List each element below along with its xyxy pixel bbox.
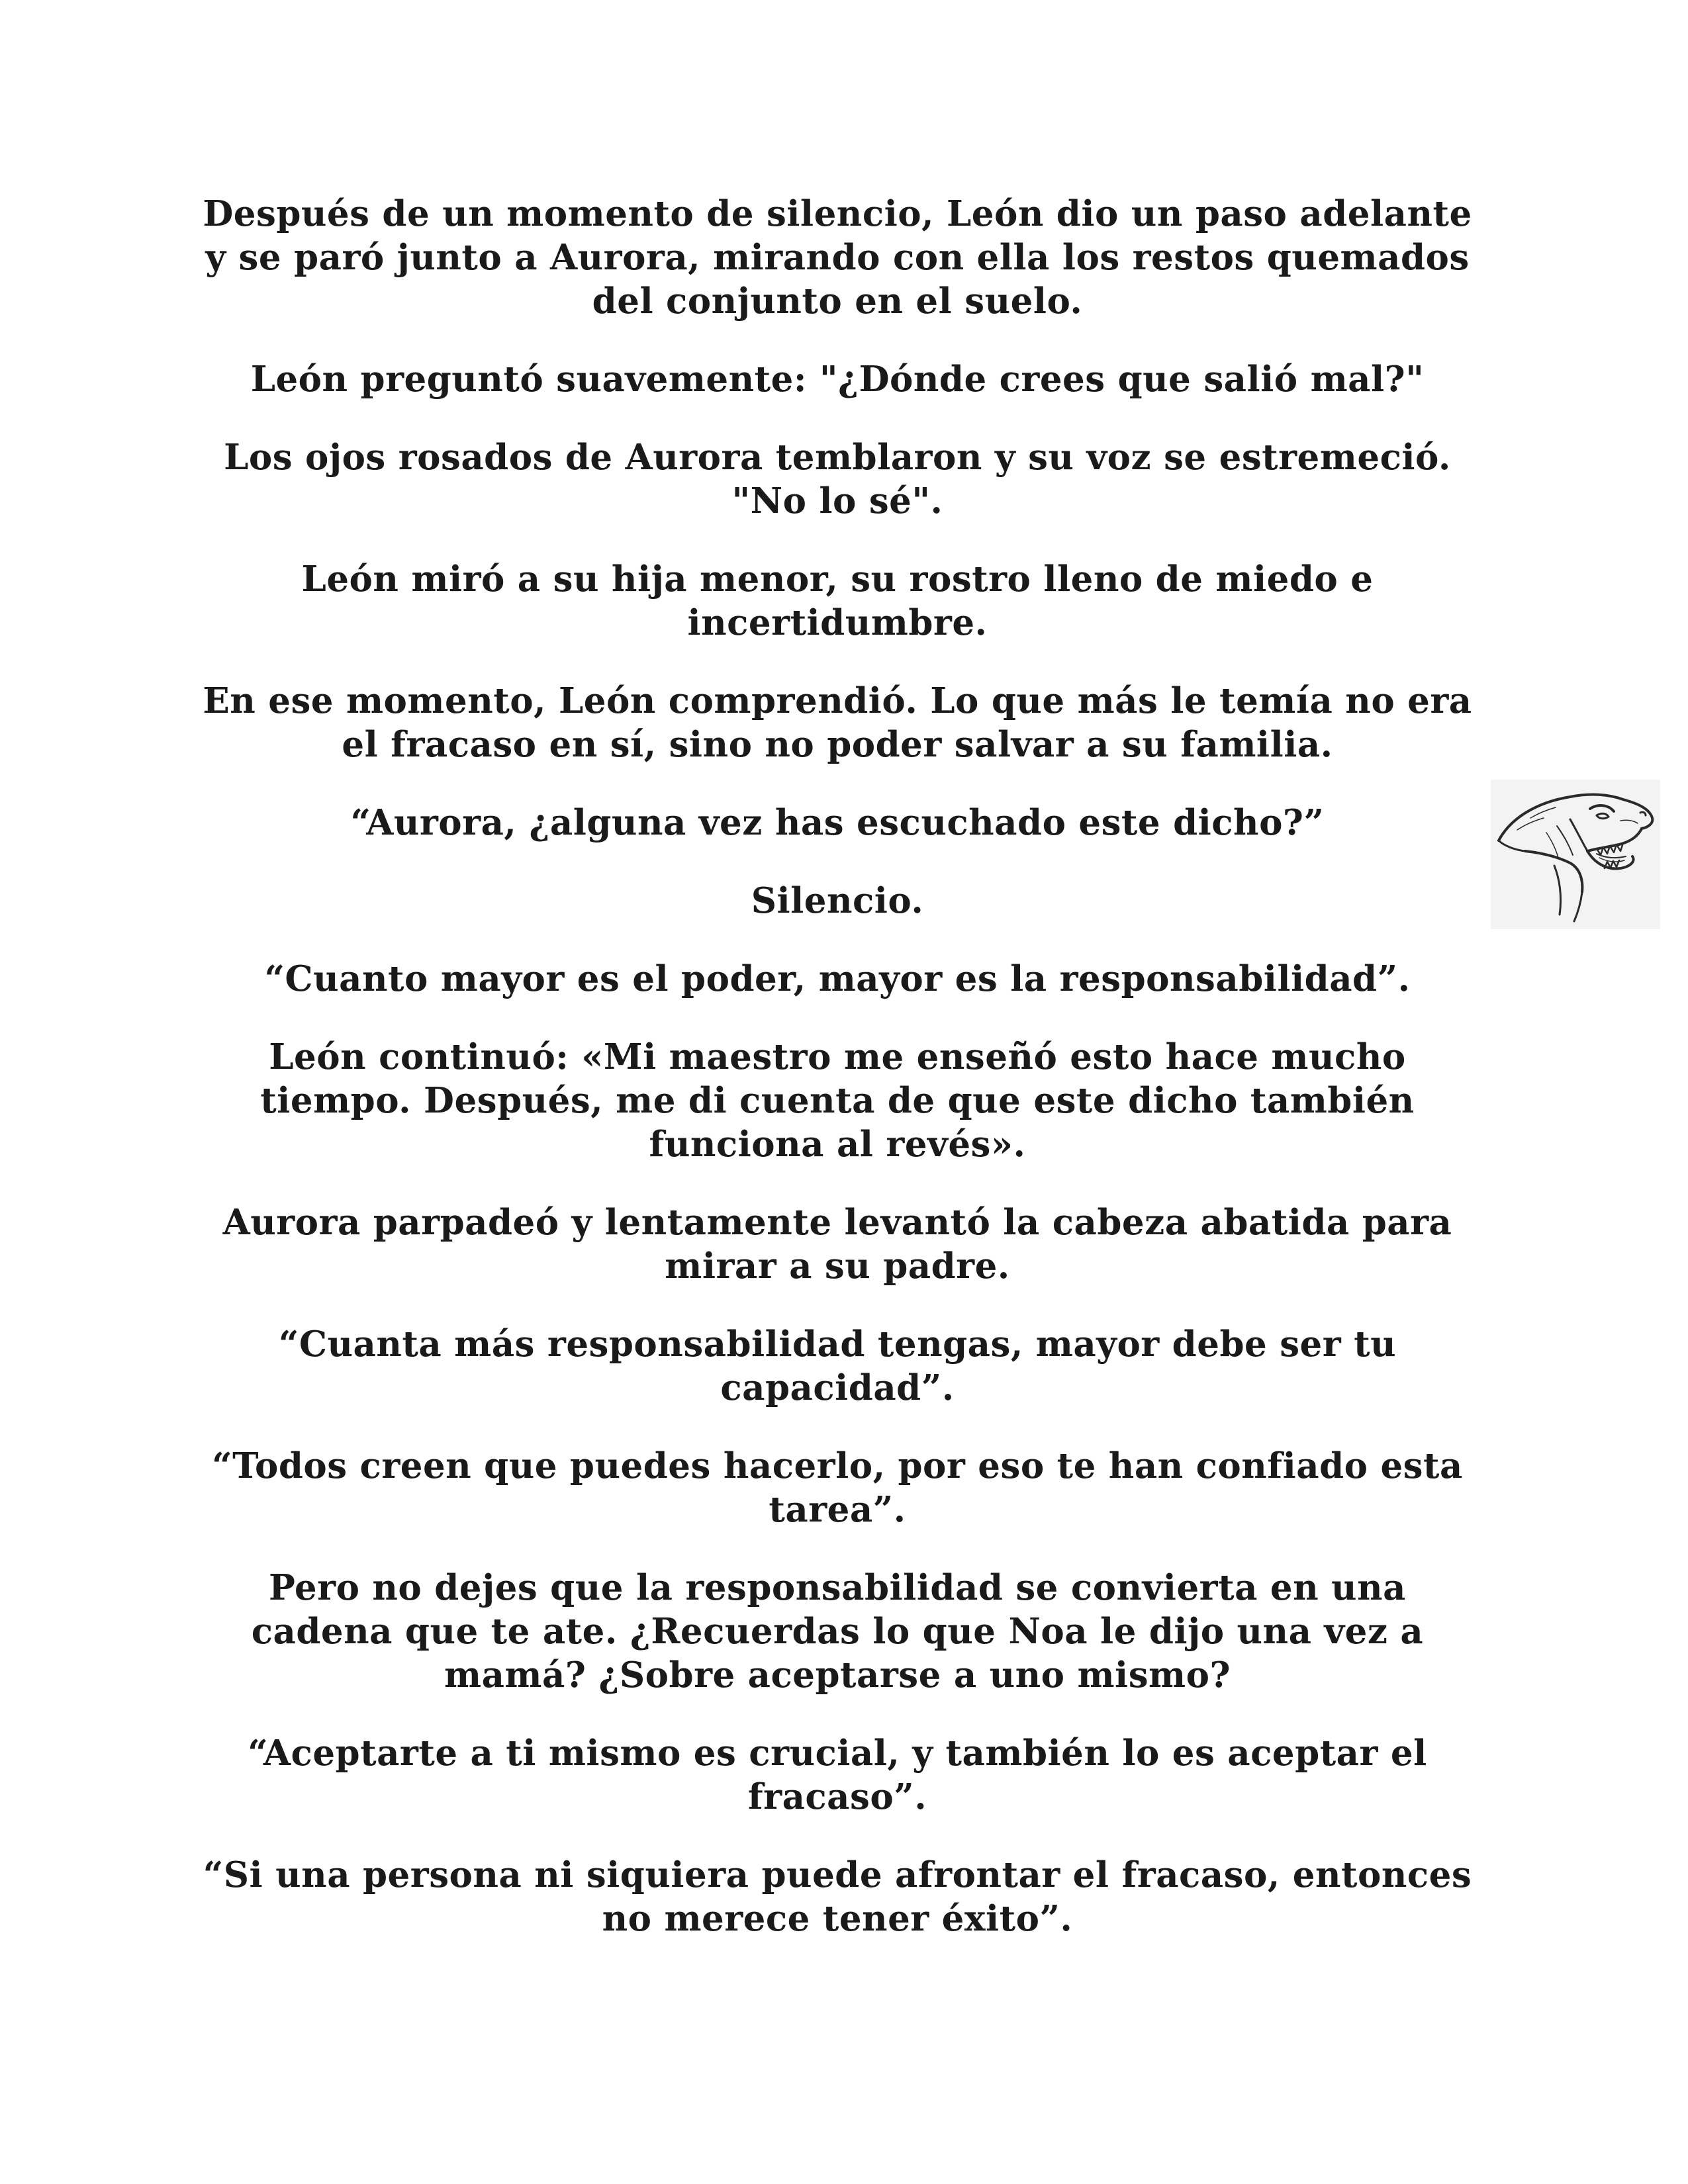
- paragraph: “Cuanta más responsabilidad tengas, mayor debe ser tu capacidad”.: [278, 1324, 1397, 1408]
- dinosaur-head-sketch-icon: [1491, 780, 1660, 929]
- paragraph: “Aceptarte a ti mismo es crucial, y también lo es aceptar el fracaso”.: [248, 1733, 1427, 1817]
- paragraph: León preguntó suavemente: "¿Dónde crees que salió mal?": [250, 359, 1425, 400]
- paragraph: León continuó: «Mi maestro me enseñó esto hace mucho tiempo. Después, me di cuenta de que este dicho también funciona al revés».: [260, 1036, 1415, 1165]
- paragraph: Los ojos rosados de Aurora temblaron y su voz se estremeció. "No lo sé".: [224, 437, 1451, 522]
- story-text: [199, 192, 1476, 1975]
- paragraph: “Todos creen que puedes hacerlo, por eso te han confiado esta tarea”.: [212, 1445, 1463, 1530]
- paragraph: León miró a su hija menor, su rostro lleno de miedo e incertidumbre.: [301, 559, 1374, 643]
- paragraph: Aurora parpadeó y lentamente levantó la cabeza abatida para mirar a su padre.: [222, 1202, 1452, 1287]
- paragraph: Después de un momento de silencio, León dio un paso adelante y se paró junto a Aurora, mirando con ella los restos quemados del conjunto en el suelo.: [203, 193, 1472, 322]
- paragraph: “Cuanto mayor es el poder, mayor es la responsabilidad”.: [264, 958, 1411, 999]
- paragraph: “Si una persona ni siquiera puede afrontar el fracaso, entonces no merece tener éxito”.: [203, 1854, 1472, 1939]
- paragraph: Silencio.: [751, 880, 924, 921]
- paragraph: “Aurora, ¿alguna vez has escuchado este dicho?”: [350, 802, 1325, 843]
- paragraph: Pero no dejes que la responsabilidad se convierta en una cadena que te ate. ¿Recuerdas lo que Noa le dijo una vez a mamá? ¿Sobre aceptarse a uno mismo?: [251, 1567, 1424, 1696]
- paragraph: En ese momento, León comprendió. Lo que más le temía no era el fracaso en sí, sino no poder salvar a su familia.: [203, 680, 1472, 765]
